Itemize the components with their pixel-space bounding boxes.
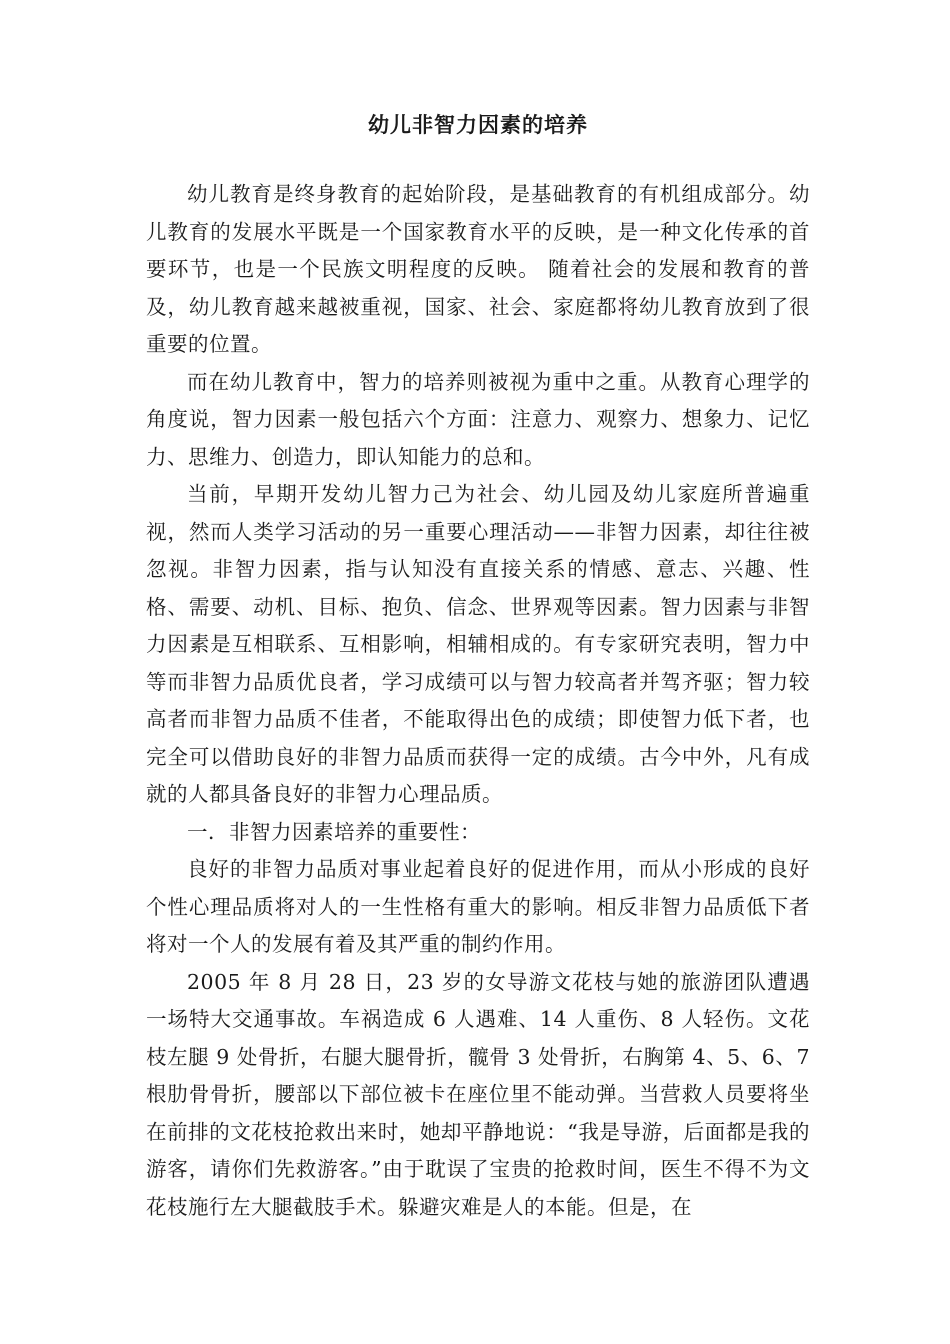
document-title: 幼儿非智力因素的培养: [368, 112, 588, 137]
paragraph-intro: 幼儿教育是终身教育的起始阶段，是基础教育的有机组成部分。幼儿教育的发展水平既是一个国家教育水平的反映，是一种文化传承的首要环节，也是一个民族文明程度的反映。 随着社会的发展和教育的普及，幼儿教育越来越被重视，国家、社会、家庭都将幼儿教育放到了很重要的位置。: [146, 182, 810, 356]
section-heading-importance: 一．非智力因素培养的重要性：: [187, 819, 481, 844]
paragraph-non-intelligence: 当前，早期开发幼儿智力己为社会、幼儿园及幼儿家庭所普遍重视，然而人类学习活动的另一重要心理活动——非智力因素，却往往被忽视。非智力因素，指与认知没有直接关系的情感、意志、兴趣、性格、需要、动机、目标、抱负、信念、世界观等因素。智力因素与非智力因素是互相联系、互相影响，相辅相成的。有专家研究表明，智力中等而非智力品质优良者，学习成绩可以与智力较高者并驾齐驱；智力较高者而非智力品质不佳者，不能取得出色的成绩；即使智力低下者，也完全可以借助良好的非智力品质而获得一定的成绩。古今中外，凡有成就的人都具备良好的非智力心理品质。: [146, 482, 810, 806]
document-page: [146, 110, 810, 1226]
paragraph-intelligence: 而在幼儿教育中，智力的培养则被视为重中之重。从教育心理学的角度说，智力因素一般包括六个方面：注意力、观察力、想象力、记忆力、思维力、创造力，即认知能力的总和。: [146, 369, 810, 469]
paragraph-importance: 良好的非智力品质对事业起着良好的促进作用，而从小形成的良好个性心理品质将对人的一生性格有重大的影响。相反非智力品质低下者将对一个人的发展有着及其严重的制约作用。: [146, 857, 810, 956]
paragraph-example: 2005 年 8 月 28 日，23 岁的女导游文花枝与她的旅游团队遭遇一场特大交通事故。车祸造成 6 人遇难、14 人重伤、8 人轻伤。文花枝左腿 9 处骨折，右腿大腿骨折，髋骨 3 处骨折，右胸第 4、5、6、7 根肋骨骨折，腰部以下部位被卡在座位里不能动弹。当营救人员要将坐在前排的文花枝抢救出来时，她却平静地说：“我是导游，后面都是我的游客，请你们先救游客。”由于耽误了宝贵的抢救时间，医生不得不为文花枝施行左大腿截肢手术。躲避灾难是人的本能。但是，在: [146, 969, 810, 1219]
